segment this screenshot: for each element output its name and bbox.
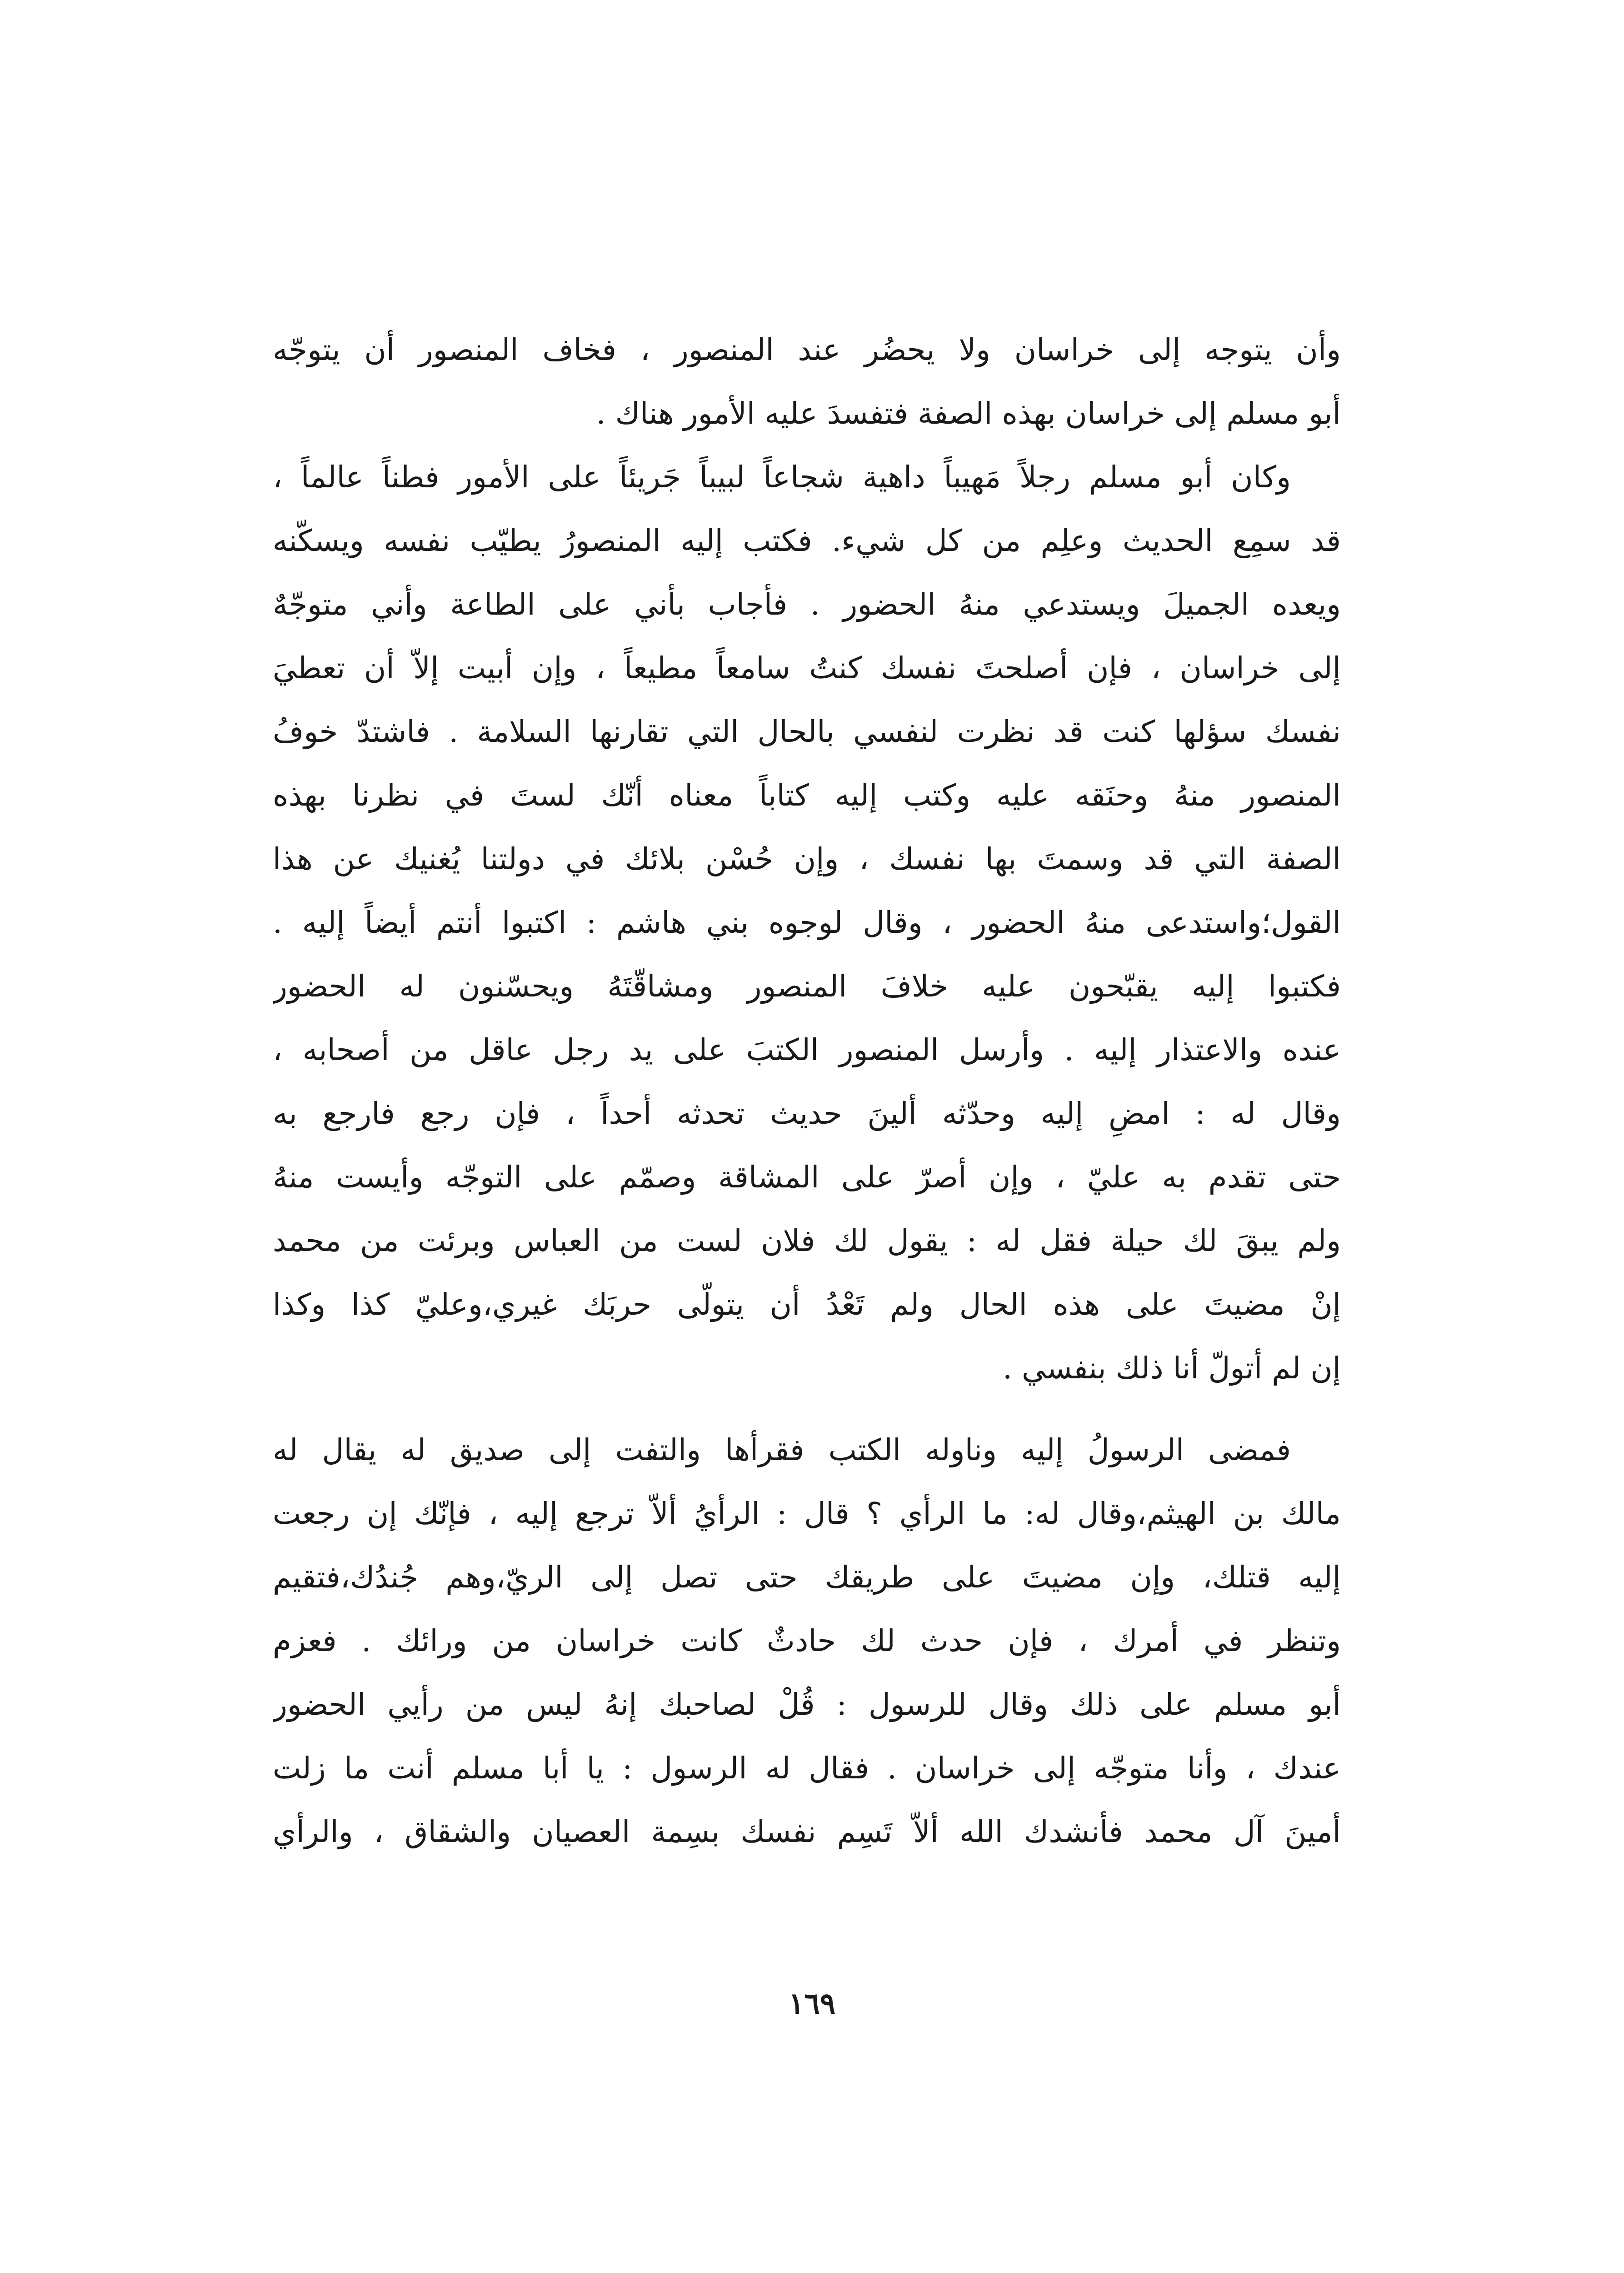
paragraph (273, 446, 1341, 1400)
text-line: وكان أبو مسلم رجلاً مَهيباً داهية شجاعاً لبيباً جَريئاً على الأمور فطناً عالماً ، (273, 460, 1291, 495)
text-line: أمينَ آل محمد فأنشدك الله ألاّ تَسِم نفسك بسِمة العصيان والشقاق ، والرأي (273, 1814, 1341, 1849)
text-line: القول؛واستدعى منهُ الحضور ، وقال لوجوه بني هاشم : اكتبوا أنتم أيضاً إليه . (273, 905, 1341, 940)
text-line: فمضى الرسولُ إليه وناوله الكتب فقرأها والتفت إلى صديق له يقال له (273, 1432, 1291, 1467)
body-text (273, 318, 1341, 1864)
text-line: فكتبوا إليه يقبّحون عليه خلافَ المنصور ومشاقّتَهُ ويحسّنون له الحضور (273, 969, 1341, 1004)
text-line: الصفة التي قد وسمتَ بها نفسك ، وإن حُسْن بلائك في دولتنا يُغنيك عن هذا (273, 841, 1341, 876)
paragraph (273, 1418, 1341, 1864)
text-line: إليه قتلك، وإن مضيتَ على طريقك حتى تصل إلى الريّ،وهم جُندُك،فتقيم (273, 1560, 1341, 1595)
text-line: مالك بن الهيثم،وقال له: ما الرأي ؟ قال : الرأيُ ألاّ ترجع إليه ، فإنّك إن رجعت (273, 1496, 1341, 1531)
text-line: إلى خراسان ، فإن أصلحتَ نفسك كنتُ سامعاً مطيعاً ، وإن أبيت إلاّ أن تعطيَ (273, 651, 1341, 686)
text-line: وأن يتوجه إلى خراسان ولا يحضُر عند المنصور ، فخاف المنصور أن يتوجّه (273, 332, 1341, 367)
text-line: إنْ مضيتَ على هذه الحال ولم تَعْدُ أن يتولّى حربَك غيري،وعليّ كذا وكذا (273, 1287, 1341, 1322)
paragraph-gap (273, 1400, 1341, 1418)
text-line: نفسك سؤلها كنت قد نظرت لنفسي بالحال التي تقارنها السلامة . فاشتدّ خوفُ (273, 714, 1341, 749)
text-line: ويعده الجميلَ ويستدعي منهُ الحضور . فأجاب بأني على الطاعة وأني متوجّهٌ (273, 587, 1341, 622)
text-line: حتى تقدم به عليّ ، وإن أصرّ على المشاقة وصمّم على التوجّه وأيست منهُ (273, 1160, 1341, 1195)
text-line: وقال له : امضِ إليه وحدّثه ألينَ حديث تحدثه أحداً ، فإن رجع فارجع به (273, 1096, 1341, 1131)
text-line: قد سمِع الحديث وعلِم من كل شيء. فكتب إليه المنصورُ يطيّب نفسه ويسكّنه (273, 523, 1341, 558)
text-line: عندك ، وأنا متوجّه إلى خراسان . فقال له الرسول : يا أبا مسلم أنت ما زلت (273, 1751, 1341, 1786)
text-line: أبو مسلم على ذلك وقال للرسول : قُلْ لصاحبك إنهُ ليس من رأيي الحضور (273, 1687, 1341, 1722)
text-line: عنده والاعتذار إليه . وأرسل المنصور الكتبَ على يد رجل عاقل من أصحابه ، (273, 1032, 1341, 1067)
paragraph (273, 318, 1341, 446)
text-line: أبو مسلم إلى خراسان بهذه الصفة فتفسدَ عليه الأمور هناك . (596, 396, 1341, 431)
text-line: إن لم أتولّ أنا ذلك بنفسي . (1003, 1351, 1341, 1386)
text-line: ولم يبقَ لك حيلة فقل له : يقول لك فلان لست من العباس وبرئت من محمد (273, 1223, 1341, 1258)
page-number: ١٦٩ (788, 1987, 836, 2021)
text-line: المنصور منهُ وحنَقه عليه وكتب إليه كتاباً معناه أنّك لستَ في نظرنا بهذه (273, 778, 1341, 813)
text-line: وتنظر في أمرك ، فإن حدث لك حادثٌ كانت خراسان من ورائك . فعزم (273, 1623, 1341, 1658)
